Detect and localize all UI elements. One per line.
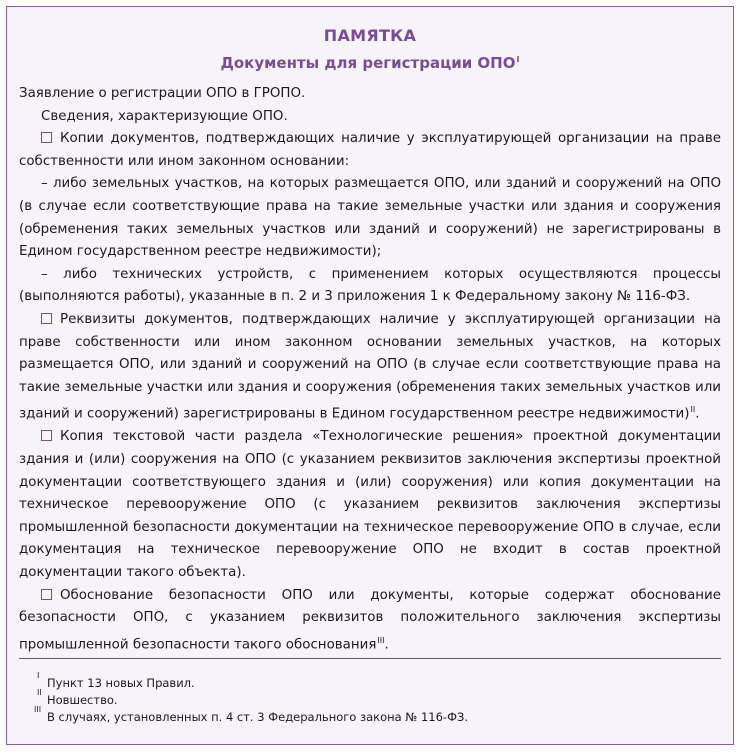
footnote-2 xyxy=(37,688,118,707)
checkbox-icon[interactable] xyxy=(41,132,52,143)
footnote-2-text: Новшество. xyxy=(47,693,118,707)
item-safety-justification: Обоснование безопасности ОПО или документы, которые содержат обоснование безопасности ОПО, с указанием реквизитов положительного заключения экспертизы промышленной безопасности такого обоснования$^{III}$. xyxy=(19,587,721,653)
item-safety-justification-text: Обоснование безопасности ОПО или документы, которые содержат обоснование безопасности ОПО, с указанием реквизитов положительного заключения экспертизы промышленной безопасности такого обоснования xyxy=(19,587,721,653)
subtitle-footnote-mark: I xyxy=(516,55,520,64)
footnote-2-mark: II xyxy=(37,688,42,697)
item-ownership-copies-text: Копии документов, подтверждающих наличие у эксплуатирующей организации на праве собственности или ином законном основании: xyxy=(19,131,721,169)
item-characteristics: Сведения, характеризующие ОПО. xyxy=(41,108,288,124)
memo-panel xyxy=(6,6,734,745)
footnote-mark-3: III xyxy=(377,635,385,645)
item-document-details-text: Реквизиты документов, подтверждающих наличие у эксплуатирующей организации на праве собственности или ином законном основании земельных участков, на которых размещается ОПО, или зданий и сооружений на ОПО (в случае если соответствующие права на такие земельные участки или здания и сооружения (обременения таких земельных участков или зданий и сооружений) зарегистрированы в Едином государственном реестре недвижимости) xyxy=(19,311,721,422)
item-technical-devices: – либо технических устройств, с применением которых осуществляются процессы (выполняются работы), указанные в п. 2 и 3 приложения 1 к Федеральному закону № 116-ФЗ. xyxy=(19,266,721,305)
memo-title: ПАМЯТКА xyxy=(323,26,417,45)
footnote-1-mark: I xyxy=(37,671,40,680)
footnote-mark-2: II xyxy=(690,405,696,415)
footnote-3-mark: III xyxy=(34,705,42,714)
footnote-divider xyxy=(19,658,721,659)
item-tech-solutions-copy-text: Копия текстовой части раздела «Технологические решения» проектной документации здания и (или) сооружения на ОПО (с указанием реквизитов заключения экспертизы проектной документации соответствующего здания и (или) сооружения) или копия документации на техническое перевооружение ОПО (с указанием реквизитов заключения экспертизы промышленной безопасности документации на техническое перевооружение ОПО в случае, если документация на техническое перевооружение ОПО не входит в состав проектной документации такого объекта). xyxy=(19,429,721,580)
checkbox-icon[interactable] xyxy=(41,430,52,441)
item-document-details: Реквизиты документов, подтверждающих наличие у эксплуатирующей организации на праве собственности или ином законном основании земельных участков, на которых размещается ОПО, или зданий и сооружений на ОПО (в случае если соответствующие права на такие земельные участки или здания и сооружения (обременения таких земельных участков или зданий и сооружений) зарегистрированы в Едином государственном реестре недвижимости)$^{II}$. xyxy=(19,311,721,422)
item-land-plots: – либо земельных участков, на которых размещается ОПО, или зданий и сооружений на ОПО (в случае если соответствующие права на такие земельные участки или здания и сооружения (обременения таких земельных участков или зданий и сооружений) не зарегистрированы в Едином государственном реестре недвижимости); xyxy=(19,176,721,260)
memo-body xyxy=(19,83,721,657)
item-tech-solutions-copy xyxy=(19,426,721,584)
checkbox-icon[interactable] xyxy=(41,313,52,324)
memo-subtitle xyxy=(7,54,733,72)
item-application: Заявление о регистрации ОПО в ГРОПО. xyxy=(19,86,306,101)
checkbox-icon[interactable] xyxy=(41,589,52,600)
footnote-3 xyxy=(34,705,468,724)
footnote-3-text: В случаях, установленных п. 4 ст. 3 Федерального закона № 116-ФЗ. xyxy=(47,710,468,724)
footnote-1 xyxy=(37,671,195,690)
memo-subtitle-text: Документы для регистрации ОПО xyxy=(220,54,516,72)
item-ownership-copies xyxy=(19,128,721,173)
footnote-1-text: Пункт 13 новых Правил. xyxy=(47,676,195,690)
